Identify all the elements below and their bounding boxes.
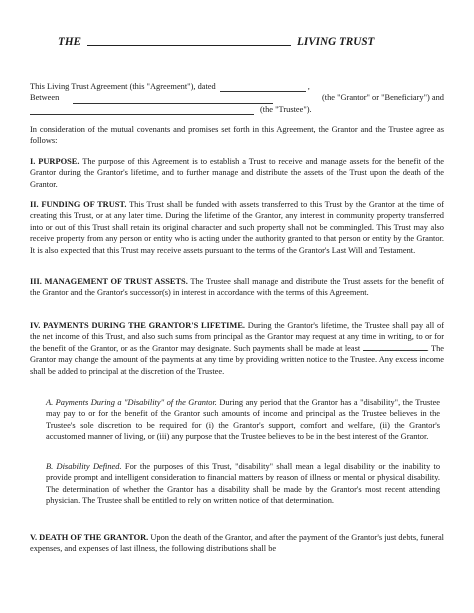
document-title — [58, 36, 418, 48]
intro-line-trustee — [30, 104, 444, 115]
payment-frequency-blank[interactable] — [363, 343, 427, 351]
intro-block — [30, 81, 444, 115]
section-payments — [30, 320, 444, 377]
grantor-role-text: (the "Grantor" or "Beneficiary") and — [321, 93, 444, 103]
subsection-heading: B. Disability Defined. — [46, 462, 122, 471]
grantor-name-blank[interactable] — [73, 95, 273, 104]
subsection-heading: A. Payments During a "Disability" of the Grantor. — [46, 398, 217, 407]
section-heading: V. DEATH OF THE GRANTOR. — [30, 533, 149, 542]
section-death — [30, 532, 444, 555]
consideration-paragraph — [30, 124, 444, 147]
subsection-disability-defined — [46, 461, 440, 507]
subsection-body: During any period that the Grantor has a "disability", the Trustee may pay to or for the benefit of the Grantor such amounts of income and principal as the Trustee believes in the Trustee's sole discretion to be required for (i) the Grantor's support, comfort and welfare, (ii) the Grantor's accustomed manner of living, or (iii) any purpose that the Trustee believes to be in the best interest of the Grantor. — [46, 398, 441, 442]
trustee-role-text: (the "Trustee"). — [260, 104, 312, 114]
section-body: The Trustee shall manage and distribute the Trust assets for the benefit of the Grantor and the Grantor's successor(s) in interest in accordance with the terms of this Agreement. — [30, 277, 444, 298]
intro-line-dated: This Living Trust Agreement (this "Agreement"), dated , — [30, 81, 310, 91]
section-purpose — [30, 156, 444, 190]
section-body: This Trust shall be funded with assets transferred to this Trust by the Grantor at the time of creating this Trust, or at any later time. During the lifetime of the Grantor, any interest in community property transferred into or out of this Trust shall retain its original character and such property shall not be commingled. This Trust may also receive property from any person or entity who is acting under the authority granted to that person or entity by the Grantor. It is also expected that this Trust may receive assets pursuant to the terms of the Grantor's Last Will and Testament. — [30, 200, 444, 255]
section-body: During the Grantor's lifetime, the Trustee shall pay all of the net income of this Trust, and also such sums from principal as the Grantor may request at any time in writing, to or for the benefit of the Grantor, or as the Grantor may designate. Such payments shall be made at least — [30, 321, 444, 353]
section-body-continued: . The Grantor may change the amount of the payments at any time by providing written notice to the Trustee. Any excess income shall be added to principal at the discretion of the Trustee. — [30, 343, 445, 376]
section-heading: II. FUNDING OF TRUST. — [30, 200, 127, 209]
subsection-disability-payments — [46, 397, 440, 443]
section-heading: IV. PAYMENTS DURING THE GRANTOR'S LIFETIME. — [30, 321, 245, 330]
consideration-text: In consideration of the mutual covenants and promises set forth in this Agreement, the Grantor and the Trustee agree as follows: — [30, 125, 444, 146]
section-body: Upon the death of the Grantor, and after the payment of the Grantor's just debts, funeral expenses, and expenses of last illness, the following distributions shall be — [30, 533, 445, 554]
date-blank[interactable] — [220, 83, 306, 92]
title-prefix: THE — [58, 36, 81, 48]
section-funding — [30, 199, 444, 256]
intro-dated-text: This Living Trust Agreement (this "Agreement"), dated — [30, 81, 216, 91]
section-heading: I. PURPOSE. — [30, 157, 80, 166]
trust-name-blank[interactable] — [87, 44, 291, 46]
section-body: The purpose of this Agreement is to establish a Trust to receive and manage assets for the benefit of the Grantor during the Grantor's lifetime, and to further manage and distribute the assets of the Trust upon the death of the Grantor. — [30, 157, 444, 189]
section-heading: III. MANAGEMENT OF TRUST ASSETS. — [30, 277, 188, 286]
section-management — [30, 276, 444, 299]
intro-line-between — [30, 92, 444, 103]
trustee-name-blank[interactable] — [30, 106, 254, 115]
title-suffix: LIVING TRUST — [297, 36, 375, 48]
between-label: Between — [30, 93, 60, 103]
subsection-body: For the purposes of this Trust, "disability" shall mean a legal disability or the inability to provide prompt and intelligent consideration to financial matters by reason of illness or mental or physical disability. The determination of whether the Grantor has a disability shall be made by the Grantor's most recent attending physician. The Trustee shall be entitled to rely on written notice of that determination. — [46, 462, 441, 506]
